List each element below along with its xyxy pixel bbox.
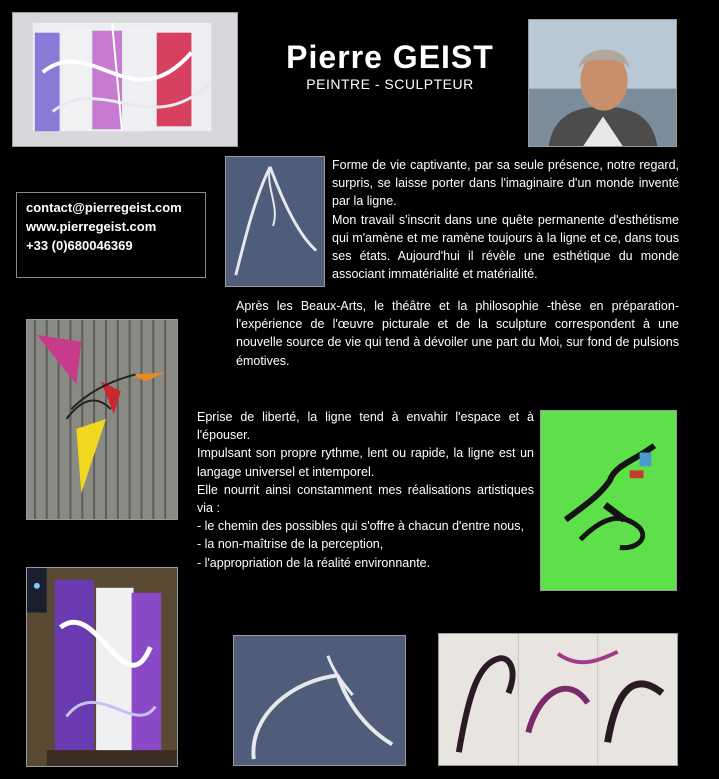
phone-number: +33 (0)680046369 (26, 238, 133, 253)
background-paragraph (236, 297, 679, 370)
artwork-triptych-painting (438, 633, 678, 766)
line-text-6: - l'appropriation de la réalité environnante. (197, 555, 431, 570)
artwork-line-sculpture-small (225, 156, 325, 287)
intro-line-1: Forme de vie captivante, par sa seule présence, notre regard, surpris, se laisse porter dans l'imaginaire d'un monde inventé par la ligne. (332, 158, 679, 209)
intro-paragraph (332, 156, 679, 283)
artwork-iridescent-sculpture-photo (26, 567, 178, 767)
intro-line-2: Mon travail s'inscrit dans une quête permanente d'esthétisme qui m'amène et me ramène toujours à la ligne et ce, dans tous ses états. Aujourd'hui il révèle une esthétique du monde associant immatérialité et matérialité. (332, 212, 679, 282)
artwork-glass-ribbons-photo (12, 12, 238, 147)
line-text-1: Eprise de liberté, la ligne tend à envahir l'espace et à l'épouser. (197, 410, 534, 443)
line-paragraph (197, 408, 534, 572)
contact-box (16, 192, 206, 278)
email-link[interactable]: contact@pierregeist.com (26, 200, 182, 215)
artist-name: Pierre GEIST (286, 39, 494, 75)
line-text-4: - le chemin des possibles qui s'offre à chacun d'entre nous, (197, 519, 524, 534)
artwork-bamboo-shapes-photo (26, 319, 178, 520)
background-text: Après les Beaux-Arts, le théâtre et la philosophie -thèse en préparation- l'expérience de l'œuvre picturale et de la sculpture correspondent à une nouvelle source de vie qui tend à dévoiler une part du Moi, sur fond de pulsions émotives. (236, 299, 679, 368)
artist-portrait-photo (528, 19, 677, 147)
line-text-2: Impulsant son propre rythme, lent ou rapide, la ligne est un langage universel et intemporel. (197, 446, 534, 479)
line-text-5: - la non-maîtrise de la perception, (197, 537, 384, 552)
artwork-line-sculpture-large (233, 635, 406, 766)
artwork-green-painting (540, 410, 677, 591)
website-link[interactable]: www.pierregeist.com (26, 219, 157, 234)
line-text-3: Elle nourrit ainsi constamment mes réalisations artistiques via : (197, 482, 534, 516)
artist-role: PEINTRE - SCULPTEUR (306, 76, 474, 92)
